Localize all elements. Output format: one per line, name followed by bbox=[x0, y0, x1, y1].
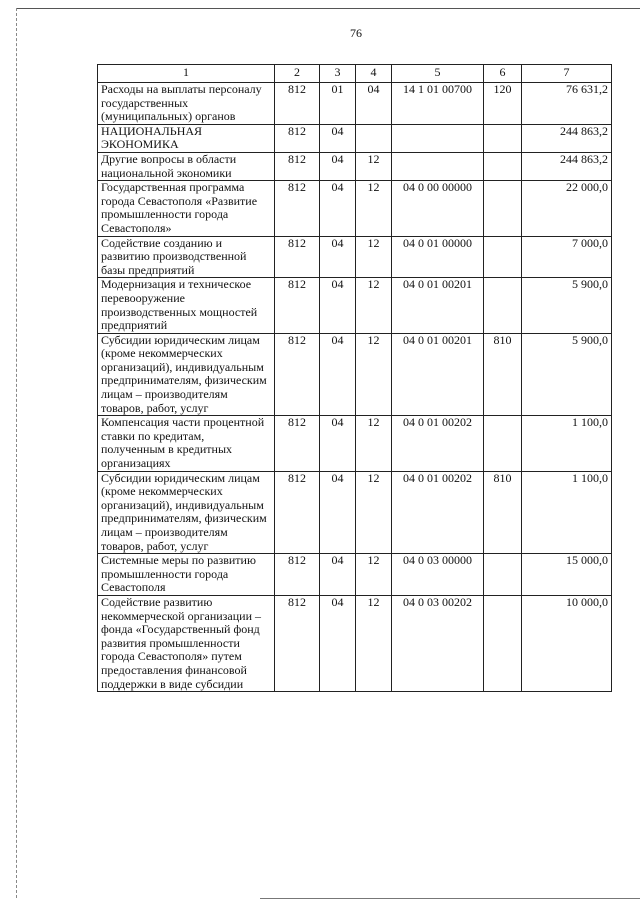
table-row bbox=[98, 181, 612, 236]
row-name: Расходы на выплаты персоналу государственных (муниципальных) органов bbox=[98, 83, 275, 125]
row-col-7: 7 000,0 bbox=[522, 236, 612, 278]
row-col-4: 12 bbox=[356, 152, 392, 180]
row-col-4: 12 bbox=[356, 471, 392, 554]
row-name: Субсидии юридическим лицам (кроме некоммерческих организаций), индивидуальным предпринимателям, физическим лицам – производителям товаров, работ, услуг bbox=[98, 471, 275, 554]
row-col-6 bbox=[484, 416, 522, 471]
row-col-7: 1 100,0 bbox=[522, 416, 612, 471]
row-col-5: 04 0 03 00000 bbox=[392, 554, 484, 596]
row-col-6 bbox=[484, 278, 522, 333]
scan-edge-top bbox=[16, 8, 640, 9]
row-col-4: 12 bbox=[356, 333, 392, 416]
row-col-4: 12 bbox=[356, 554, 392, 596]
row-col-5: 04 0 01 00202 bbox=[392, 416, 484, 471]
row-col-6: 120 bbox=[484, 83, 522, 125]
row-col-5 bbox=[392, 124, 484, 152]
row-col-7: 5 900,0 bbox=[522, 278, 612, 333]
row-col-3: 04 bbox=[320, 595, 356, 691]
row-col-4: 04 bbox=[356, 83, 392, 125]
row-col-4: 12 bbox=[356, 278, 392, 333]
row-col-7: 244 863,2 bbox=[522, 152, 612, 180]
column-header-6: 6 bbox=[484, 65, 522, 83]
row-col-6 bbox=[484, 595, 522, 691]
table-row bbox=[98, 333, 612, 416]
row-col-7: 76 631,2 bbox=[522, 83, 612, 125]
row-col-5: 04 0 01 00000 bbox=[392, 236, 484, 278]
row-col-7: 15 000,0 bbox=[522, 554, 612, 596]
table-row bbox=[98, 278, 612, 333]
column-header-1: 1 bbox=[98, 65, 275, 83]
row-col-6 bbox=[484, 181, 522, 236]
row-col-2: 812 bbox=[275, 554, 320, 596]
row-col-6 bbox=[484, 554, 522, 596]
row-col-3: 04 bbox=[320, 152, 356, 180]
row-col-7: 244 863,2 bbox=[522, 124, 612, 152]
scan-edge-bottom bbox=[260, 898, 640, 899]
row-col-6 bbox=[484, 152, 522, 180]
row-name: Содействие созданию и развитию производственной базы предприятий bbox=[98, 236, 275, 278]
scan-edge-left bbox=[16, 8, 17, 898]
row-col-6: 810 bbox=[484, 333, 522, 416]
column-header-4: 4 bbox=[356, 65, 392, 83]
row-col-3: 04 bbox=[320, 554, 356, 596]
row-name: Системные меры по развитию промышленности города Севастополя bbox=[98, 554, 275, 596]
column-header-3: 3 bbox=[320, 65, 356, 83]
row-col-5: 04 0 01 00201 bbox=[392, 278, 484, 333]
row-col-2: 812 bbox=[275, 152, 320, 180]
row-col-3: 04 bbox=[320, 236, 356, 278]
table-row bbox=[98, 554, 612, 596]
row-col-3: 04 bbox=[320, 124, 356, 152]
row-col-2: 812 bbox=[275, 83, 320, 125]
row-col-3: 04 bbox=[320, 278, 356, 333]
table-row bbox=[98, 152, 612, 180]
row-name: Другие вопросы в области национальной экономики bbox=[98, 152, 275, 180]
column-header-2: 2 bbox=[275, 65, 320, 83]
row-col-6 bbox=[484, 124, 522, 152]
row-col-2: 812 bbox=[275, 278, 320, 333]
row-col-4: 12 bbox=[356, 181, 392, 236]
row-name: Компенсация части процентной ставки по кредитам, полученным в кредитных организациях bbox=[98, 416, 275, 471]
row-col-2: 812 bbox=[275, 416, 320, 471]
row-col-2: 812 bbox=[275, 236, 320, 278]
row-col-6 bbox=[484, 236, 522, 278]
table-row bbox=[98, 124, 612, 152]
row-col-2: 812 bbox=[275, 124, 320, 152]
row-col-3: 04 bbox=[320, 471, 356, 554]
row-col-5 bbox=[392, 152, 484, 180]
page-number: 76 bbox=[350, 26, 362, 40]
row-name: Содействие развитию некоммерческой организации – фонда «Государственный фонд развития промышленности города Севастополя» путем предоставления финансовой поддержки в виде субсидии bbox=[98, 595, 275, 691]
table-row bbox=[98, 83, 612, 125]
row-col-5: 04 0 01 00201 bbox=[392, 333, 484, 416]
column-header-5: 5 bbox=[392, 65, 484, 83]
row-col-2: 812 bbox=[275, 333, 320, 416]
column-header-7: 7 bbox=[522, 65, 612, 83]
table-row bbox=[98, 471, 612, 554]
row-col-4: 12 bbox=[356, 595, 392, 691]
row-col-5: 04 0 00 00000 bbox=[392, 181, 484, 236]
row-col-7: 10 000,0 bbox=[522, 595, 612, 691]
row-col-3: 04 bbox=[320, 333, 356, 416]
row-col-3: 04 bbox=[320, 416, 356, 471]
row-col-7: 1 100,0 bbox=[522, 471, 612, 554]
row-col-7: 22 000,0 bbox=[522, 181, 612, 236]
row-col-7: 5 900,0 bbox=[522, 333, 612, 416]
row-col-6: 810 bbox=[484, 471, 522, 554]
row-col-4: 12 bbox=[356, 236, 392, 278]
row-name: Субсидии юридическим лицам (кроме некоммерческих организаций), индивидуальным предпринимателям, физическим лицам – производителям товаров, работ, услуг bbox=[98, 333, 275, 416]
row-col-5: 04 0 03 00202 bbox=[392, 595, 484, 691]
row-col-3: 01 bbox=[320, 83, 356, 125]
table-row bbox=[98, 416, 612, 471]
table-row bbox=[98, 236, 612, 278]
row-name: НАЦИОНАЛЬНАЯ ЭКОНОМИКА bbox=[98, 124, 275, 152]
row-col-4: 12 bbox=[356, 416, 392, 471]
row-col-2: 812 bbox=[275, 595, 320, 691]
row-col-2: 812 bbox=[275, 471, 320, 554]
row-col-5: 04 0 01 00202 bbox=[392, 471, 484, 554]
budget-table bbox=[97, 64, 612, 692]
row-name: Модернизация и техническое перевооружение производственных мощностей предприятий bbox=[98, 278, 275, 333]
row-col-3: 04 bbox=[320, 181, 356, 236]
row-col-4 bbox=[356, 124, 392, 152]
table-header-row bbox=[98, 65, 612, 83]
row-col-5: 14 1 01 00700 bbox=[392, 83, 484, 125]
row-col-2: 812 bbox=[275, 181, 320, 236]
row-name: Государственная программа города Севастополя «Развитие промышленности города Севастополя» bbox=[98, 181, 275, 236]
table-row bbox=[98, 595, 612, 691]
